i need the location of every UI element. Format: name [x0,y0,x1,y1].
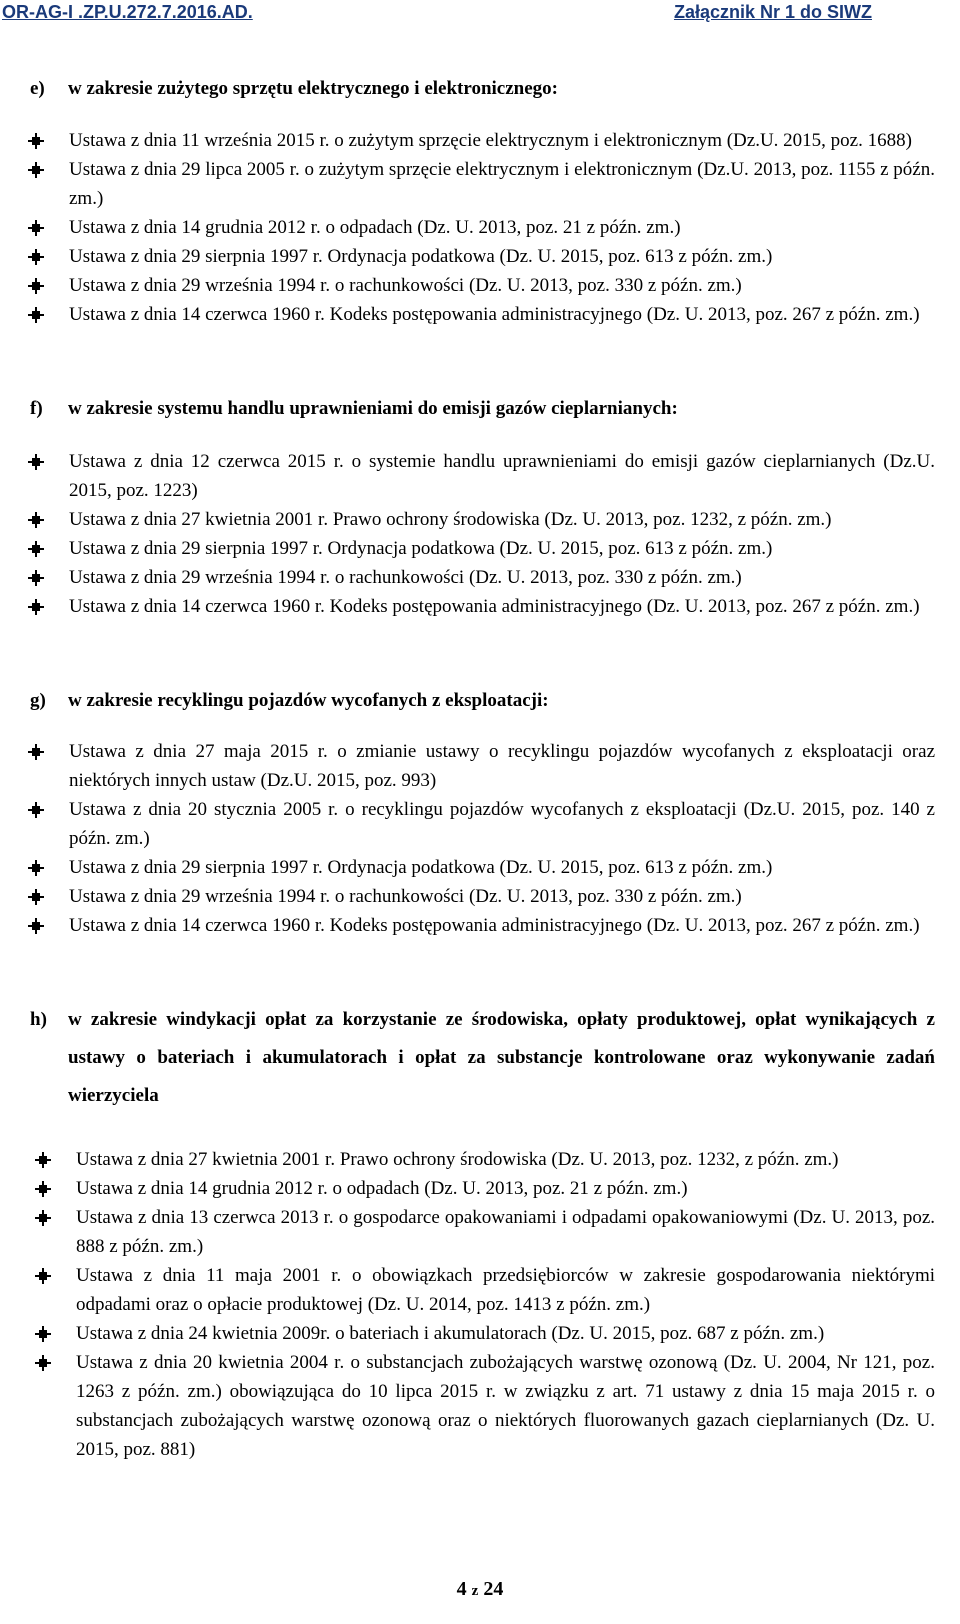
list-item-text: Ustawa z dnia 29 września 1994 r. o rachunkowości (Dz. U. 2013, poz. 330 z późn. zm.) [69,275,742,296]
list-item [30,1261,935,1319]
list-item [30,882,935,911]
section-heading [30,1001,935,1115]
bullet-icon [39,1272,47,1280]
list-item-text: Ustawa z dnia 29 sierpnia 1997 r. Ordynacja podatkowa (Dz. U. 2015, poz. 613 z późn. zm.) [69,857,773,878]
list-item [30,213,935,242]
bullet-icon [32,893,40,901]
list-item-text: Ustawa z dnia 29 sierpnia 1997 r. Ordynacja podatkowa (Dz. U. 2015, poz. 613 z późn. zm.) [69,538,773,559]
bullet-icon [32,806,40,814]
section-heading [30,72,935,106]
list-item-text: Ustawa z dnia 13 czerwca 2013 r. o gospodarce opakowaniami i odpadami opakowaniowymi (Dz. U. 2013, poz. 888 z późn. zm.) [76,1207,935,1257]
list-item-text: Ustawa z dnia 27 maja 2015 r. o zmianie ustawy o recyklingu pojazdów wycofanych z eksploatacji oraz niektórych innych ustaw (Dz.U. 2015, poz. 993) [69,741,935,791]
bullet-icon [32,311,40,319]
total-pages-number: 24 [483,1578,504,1600]
list-item-text: Ustawa z dnia 11 maja 2001 r. o obowiązkach przedsiębiorców w zakresie gospodarowania niektórymi odpadami oraz o opłacie produktowej (Dz. U. 2014, poz. 1413 z późn. zm.) [76,1265,935,1315]
section-letter: f) [30,398,43,419]
list-item-text: Ustawa z dnia 29 września 1994 r. o rachunkowości (Dz. U. 2013, poz. 330 z późn. zm.) [69,886,742,907]
section-title: w zakresie recyklingu pojazdów wycofanych z eksploatacji: [68,690,549,711]
list-item [30,271,935,300]
list-item-text: Ustawa z dnia 14 czerwca 1960 r. Kodeks postępowania administracyjnego (Dz. U. 2013, poz. 267 z późn. zm.) [69,304,920,325]
document-reference-number: OR-AG-I .ZP.U.272.7.2016.AD. [2,2,253,22]
page-header [0,0,960,30]
page-of-label: z [471,1583,479,1599]
bullet-icon [32,458,40,466]
list-item-text: Ustawa z dnia 20 kwietnia 2004 r. o substancjach zubożających warstwę ozonową (Dz. U. 2004, Nr 121, poz. 1263 z późn. zm.) obowiązująca do 10 lipca 2015 r. w związku z art. 71 ustawy z dnia 15 maja 2015 r. o substancjach zubożających warstwę ozonową oraz o niektórych fluorowanych gazach cieplarnianych (Dz. U. 2015, poz. 881) [76,1352,935,1460]
bullet-icon [39,1156,47,1164]
list-item [30,534,935,563]
bullet-icon [32,574,40,582]
list-item-text: Ustawa z dnia 14 czerwca 1960 r. Kodeks postępowania administracyjnego (Dz. U. 2013, poz. 267 z późn. zm.) [69,915,920,936]
list-item-text: Ustawa z dnia 14 czerwca 1960 r. Kodeks postępowania administracyjnego (Dz. U. 2013, poz. 267 z późn. zm.) [69,596,920,617]
bullet-icon [32,603,40,611]
list-item-text: Ustawa z dnia 14 grudnia 2012 r. o odpadach (Dz. U. 2013, poz. 21 z późn. zm.) [69,217,681,238]
list-item-text: Ustawa z dnia 24 kwietnia 2009r. o bateriach i akumulatorach (Dz. U. 2015, poz. 687 z późn. zm.) [76,1323,825,1344]
list-item [30,853,935,882]
section-title: w zakresie windykacji opłat za korzystanie ze środowiska, opłaty produktowej, opłat wynikających z ustawy o bateriach i akumulatorach i opłat za substancje kontrolowane oraz wykonywanie zadań wierzyciela [68,1009,935,1106]
list-item [30,737,935,795]
legal-act-list [30,447,935,621]
list-item [30,1174,935,1203]
bullet-icon [32,864,40,872]
bullet-icon [32,545,40,553]
legal-act-list [30,737,935,940]
section-heading [30,392,935,426]
section-heading [30,684,935,718]
bullet-icon [32,224,40,232]
bullet-icon [32,253,40,261]
list-item-text: Ustawa z dnia 29 lipca 2005 r. o zużytym sprzęcie elektrycznym i elektronicznym (Dz.U. 2013, poz. 1155 z późn. zm.) [69,159,935,209]
list-item [30,242,935,271]
list-item [30,1203,935,1261]
list-item [30,126,935,155]
list-item [30,505,935,534]
list-item-text: Ustawa z dnia 29 września 1994 r. o rachunkowości (Dz. U. 2013, poz. 330 z późn. zm.) [69,567,742,588]
section-f [30,392,935,621]
list-item [30,1319,935,1348]
bullet-icon [32,282,40,290]
bullet-icon [39,1185,47,1193]
section-e [30,72,935,329]
bullet-icon [32,137,40,145]
list-item [30,155,935,213]
list-item [30,563,935,592]
section-letter: e) [30,78,45,99]
list-item-text: Ustawa z dnia 27 kwietnia 2001 r. Prawo ochrony środowiska (Dz. U. 2013, poz. 1232, z późn. zm.) [69,509,832,530]
attachment-label: Załącznik Nr 1 do SIWZ [673,2,872,22]
list-item [30,592,935,621]
legal-act-list [30,126,935,329]
legal-act-list [30,1145,935,1464]
section-h [30,1001,935,1464]
list-item-text: Ustawa z dnia 12 czerwca 2015 r. o systemie handlu uprawnieniami do emisji gazów cieplarnianych (Dz.U. 2015, poz. 1223) [69,451,935,501]
bullet-icon [39,1330,47,1338]
list-item-text: Ustawa z dnia 29 sierpnia 1997 r. Ordynacja podatkowa (Dz. U. 2015, poz. 613 z późn. zm.) [69,246,773,267]
section-letter: g) [30,690,46,711]
bullet-icon [32,516,40,524]
list-item-text: Ustawa z dnia 14 grudnia 2012 r. o odpadach (Dz. U. 2013, poz. 21 z późn. zm.) [76,1178,688,1199]
section-letter: h) [30,1009,47,1030]
list-item-text: Ustawa z dnia 20 stycznia 2005 r. o recyklingu pojazdów wycofanych z eksploatacji (Dz.U. 2015, poz. 140 z późn. zm.) [69,799,935,849]
page-number-footer [0,1578,960,1601]
list-item [30,447,935,505]
section-g [30,684,935,940]
list-item [30,795,935,853]
list-item [30,911,935,940]
bullet-icon [39,1214,47,1222]
section-title: w zakresie zużytego sprzętu elektrycznego i elektronicznego: [68,78,558,99]
bullet-icon [32,166,40,174]
list-item [30,1348,935,1464]
list-item-text: Ustawa z dnia 27 kwietnia 2001 r. Prawo ochrony środowiska (Dz. U. 2013, poz. 1232, z późn. zm.) [76,1149,839,1170]
list-item-text: Ustawa z dnia 11 września 2015 r. o zużytym sprzęcie elektrycznym i elektronicznym (Dz.U. 2015, poz. 1688) [69,130,912,151]
section-title: w zakresie systemu handlu uprawnieniami do emisji gazów cieplarnianych: [68,398,678,419]
list-item [30,300,935,329]
list-item [30,1145,935,1174]
bullet-icon [39,1359,47,1367]
current-page-number: 4 [456,1578,467,1600]
bullet-icon [32,748,40,756]
bullet-icon [32,922,40,930]
